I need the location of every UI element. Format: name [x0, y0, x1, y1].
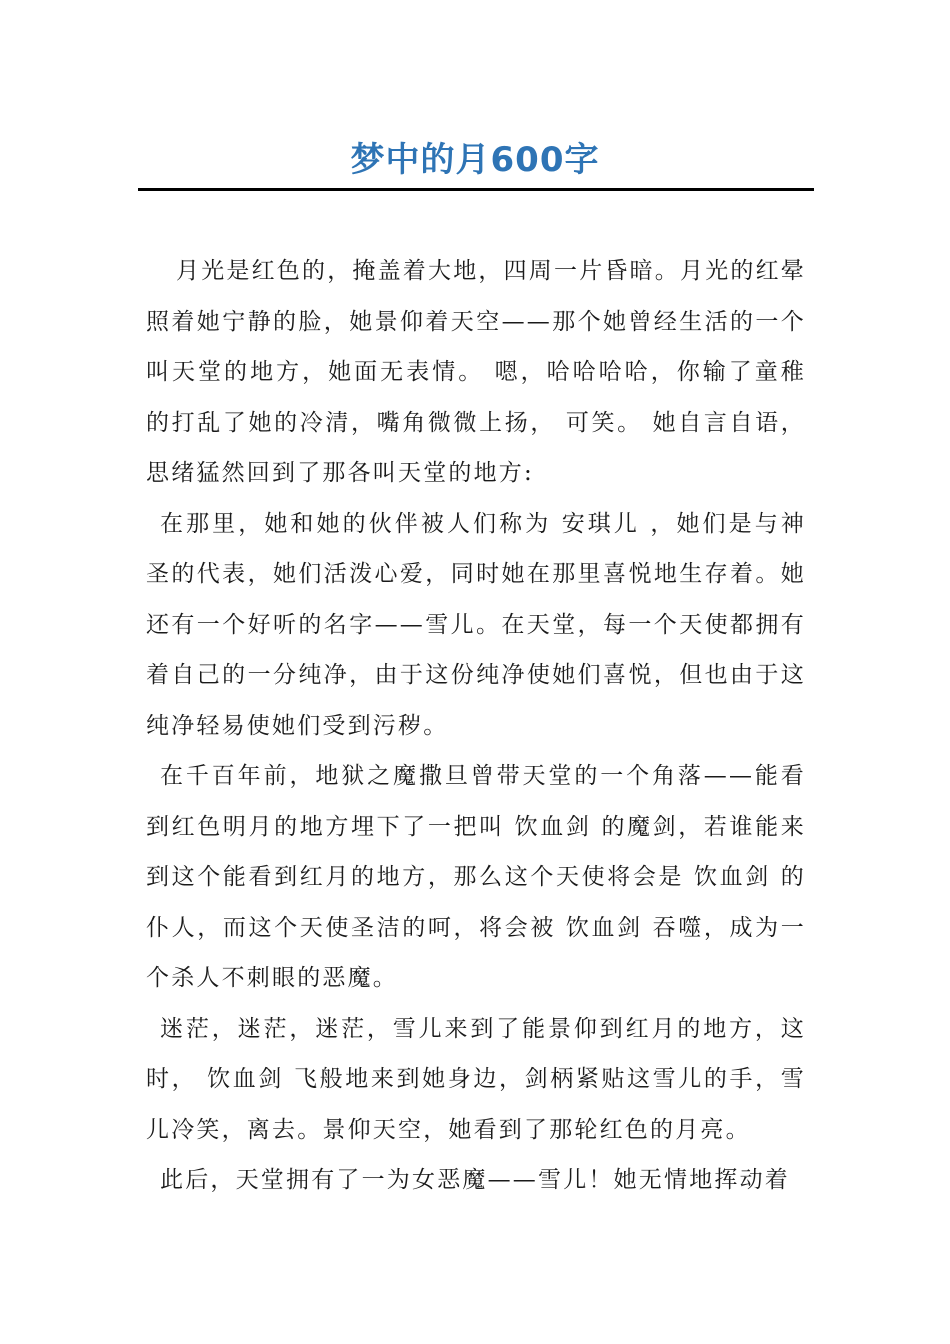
title-divider — [138, 188, 814, 191]
article-body — [146, 246, 806, 1206]
paragraph: 此后，天堂拥有了一为女恶魔——雪儿！她无情地挥动着 — [160, 1167, 790, 1193]
paragraph: 在千百年前，地狱之魔撒旦曾带天堂的一个角落——能看到红色明月的地方埋下了一把叫 饮血剑 的魔剑，若谁能来到这个能看到红月的地方，那么这个天使将会是 饮血剑 的仆人，而这个天使圣洁的呵，将会被 饮血剑 吞噬，成为一个杀人不刺眼的恶魔。 — [146, 763, 806, 991]
paragraph: 迷茫，迷茫，迷茫，雪儿来到了能景仰到红月的地方，这时， 饮血剑 飞般地来到她身边，剑柄紧贴这雪儿的手，雪儿冷笑，离去。景仰天空，她看到了那轮红色的月亮。 — [146, 1015, 806, 1143]
paragraph: 月光是红色的，掩盖着大地，四周一片昏暗。月光的红晕照着她宁静的脸，她景仰着天空——那个她曾经生活的一个叫天堂的地方，她面无表情。 嗯，哈哈哈哈，你输了童稚的打乱了她的冷清，嘴角微微上扬， 可笑。 她自言自语，思绪猛然回到了那各叫天堂的地方: — [146, 258, 806, 486]
paragraph: 在那里，她和她的伙伴被人们称为 安琪儿 ，她们是与神圣的代表，她们活泼心爱，同时她在那里喜悦地生存着。她还有一个好听的名字——雪儿。在天堂，每一个天使都拥有着自己的一分纯净，由于这份纯净使她们喜悦，但也由于这纯净轻易使她们受到污秽。 — [146, 510, 806, 739]
page-title: 梦中的月600字 — [350, 140, 600, 180]
